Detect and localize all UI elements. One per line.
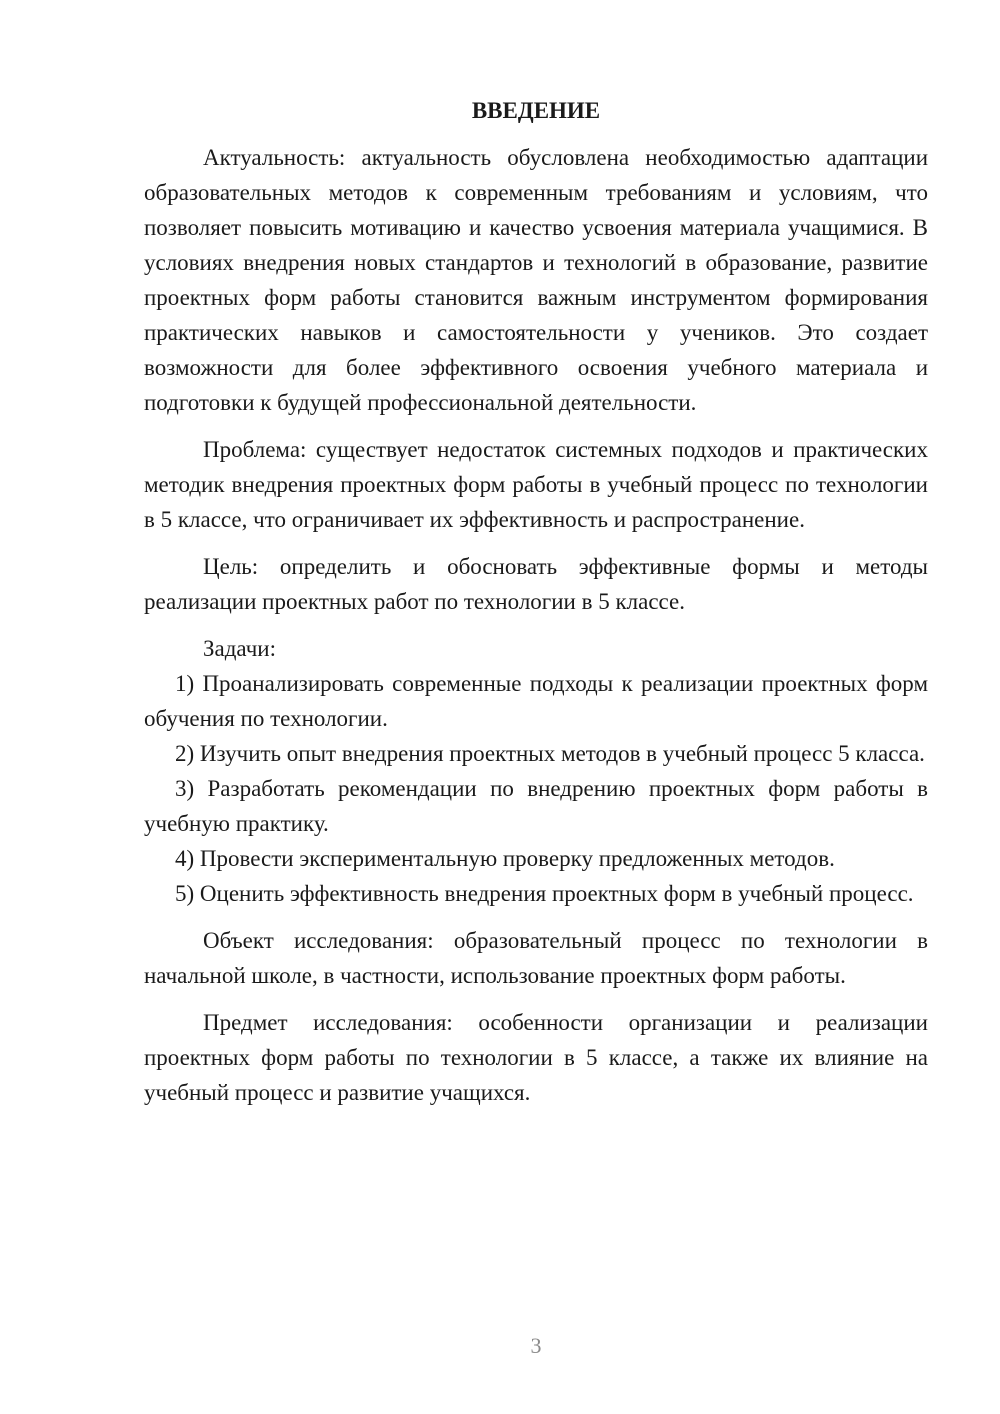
task-item-5: 5) Оценить эффективность внедрения проектных форм в учебный процесс. (175, 881, 914, 906)
paragraph-subject: Предмет исследования: особенности организации и реализации проектных форм работы по технологии в 5 классе, а также их влияние на учебный процесс и развитие учащихся. (144, 1010, 928, 1105)
paragraph-goal: Цель: определить и обосновать эффективные формы и методы реализации проектных работ по технологии в 5 классе. (144, 554, 928, 614)
tasks-label: Задачи: (203, 636, 276, 661)
task-item-2: 2) Изучить опыт внедрения проектных методов в учебный процесс 5 класса. (175, 741, 925, 766)
task-item-3: 3) Разработать рекомендации по внедрению проектных форм работы в учебную практику. (144, 776, 928, 836)
page-number: 3 (530, 1333, 542, 1358)
task-item-1: 1) Проанализировать современные подходы к реализации проектных форм обучения по технологии. (144, 671, 928, 731)
paragraph-problem: Проблема: существует недостаток системных подходов и практических методик внедрения проектных форм работы в учебный процесс по технологии в 5 классе, что ограничивает их эффективность и распространение. (144, 437, 928, 532)
page-body (144, 94, 928, 1110)
task-item-4: 4) Провести экспериментальную проверку предложенных методов. (175, 846, 835, 871)
paragraph-relevance: Актуальность: актуальность обусловлена необходимостью адаптации образовательных методов к современным требованиям и условиям, что позволяет повысить мотивацию и качество усвоения материала учащимися. В условиях внедрения новых стандартов и технологий в образование, развитие проектных форм работы становится важным инструментом формирования практических навыков и самостоятельности у учеников. Это создает возможности для более эффективного освоения учебного материала и подготовки к будущей профессиональной деятельности. (144, 145, 928, 415)
paragraph-object: Объект исследования: образовательный процесс по технологии в начальной школе, в частности, использование проектных форм работы. (144, 928, 928, 988)
section-heading: ВВЕДЕНИЕ (471, 98, 601, 123)
